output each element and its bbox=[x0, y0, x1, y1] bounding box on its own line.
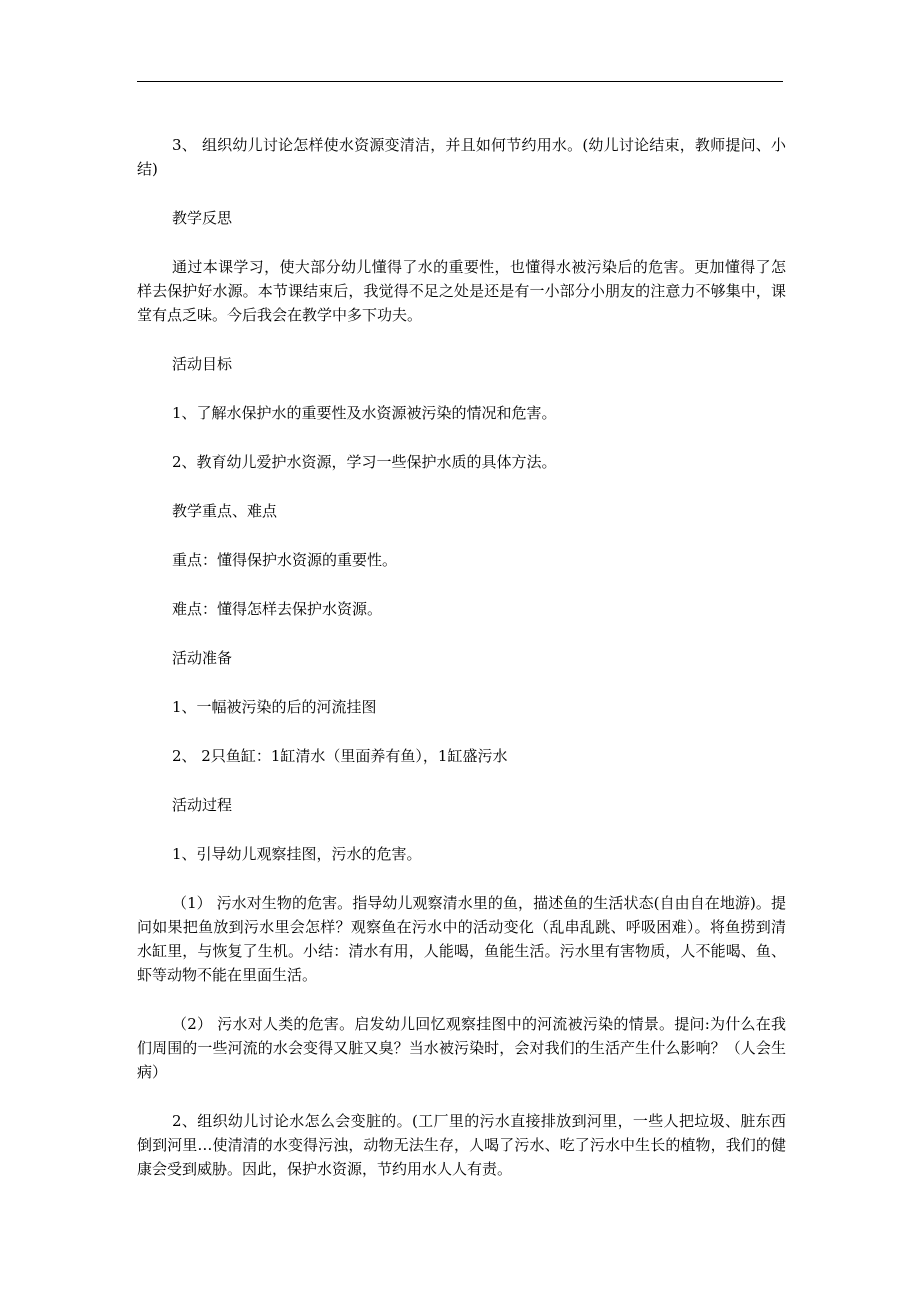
heading-activity-process: 活动过程 bbox=[172, 796, 233, 814]
heading-key-points: 教学重点、难点 bbox=[172, 502, 278, 520]
key-point-focus: 重点：懂得保护水资源的重要性。 bbox=[172, 551, 398, 569]
goal-item-2: 2、教育幼儿爱护水资源，学习一些保护水质的具体方法。 bbox=[172, 453, 557, 471]
goal-item-1: 1、了解水保护水的重要性及水资源被污染的情况和危害。 bbox=[172, 404, 557, 422]
heading-activity-goals: 活动目标 bbox=[172, 355, 233, 373]
heading-activity-preparation: 活动准备 bbox=[172, 649, 233, 667]
process-substep-2: （2） 污水对人类的危害。启发幼儿回忆观察挂图中的河流被污染的情景。提问:为什么在我们周围的一些河流的水会变得又脏又臭？当水被污染时，会对我们的生活产生什么影响？（人会生病） bbox=[137, 1015, 786, 1081]
process-substep-1: （1） 污水对生物的危害。指导幼儿观察清水里的鱼，描述鱼的生活状态(自由自在地游)。提问如果把鱼放到污水里会怎样？观察鱼在污水中的活动变化（乱串乱跳、呼吸困难）。将鱼捞到清水缸里，与恢复了生机。小结：清水有用，人能喝，鱼能生活。污水里有害物质，人不能喝、鱼、虾等动物不能在里面生活。 bbox=[137, 894, 786, 984]
paragraph-step-3: 3、 组织幼儿讨论怎样使水资源变清洁，并且如何节约用水。(幼儿讨论结束，教师提问、小结) bbox=[137, 136, 786, 178]
heading-teaching-reflection: 教学反思 bbox=[172, 209, 233, 227]
key-point-difficulty: 难点：懂得怎样去保护水资源。 bbox=[172, 600, 383, 618]
header-rule bbox=[137, 81, 783, 82]
process-step-2: 2、组织幼儿讨论水怎么会变脏的。(工厂里的污水直接排放到河里，一些人把垃圾、脏东西倒到河里…使清清的水变得污浊，动物无法生存，人喝了污水、吃了污水中生长的植物，我们的健康会受到威胁。因此，保护水资源，节约用水人人有责。 bbox=[137, 1112, 786, 1178]
preparation-item-1: 1、一幅被污染的后的河流挂图 bbox=[172, 698, 377, 716]
document-body bbox=[137, 133, 786, 1206]
preparation-item-2: 2、 2只鱼缸：1缸清水（里面养有鱼），1缸盛污水 bbox=[172, 747, 508, 765]
paragraph-reflection: 通过本课学习，使大部分幼儿懂得了水的重要性，也懂得水被污染后的危害。更加懂得了怎样去保护好水源。本节课结束后，我觉得不足之处是还是有一小部分小朋友的注意力不够集中，课堂有点乏味。今后我会在教学中多下功夫。 bbox=[137, 258, 786, 324]
process-step-1: 1、引导幼儿观察挂图，污水的危害。 bbox=[172, 845, 422, 863]
